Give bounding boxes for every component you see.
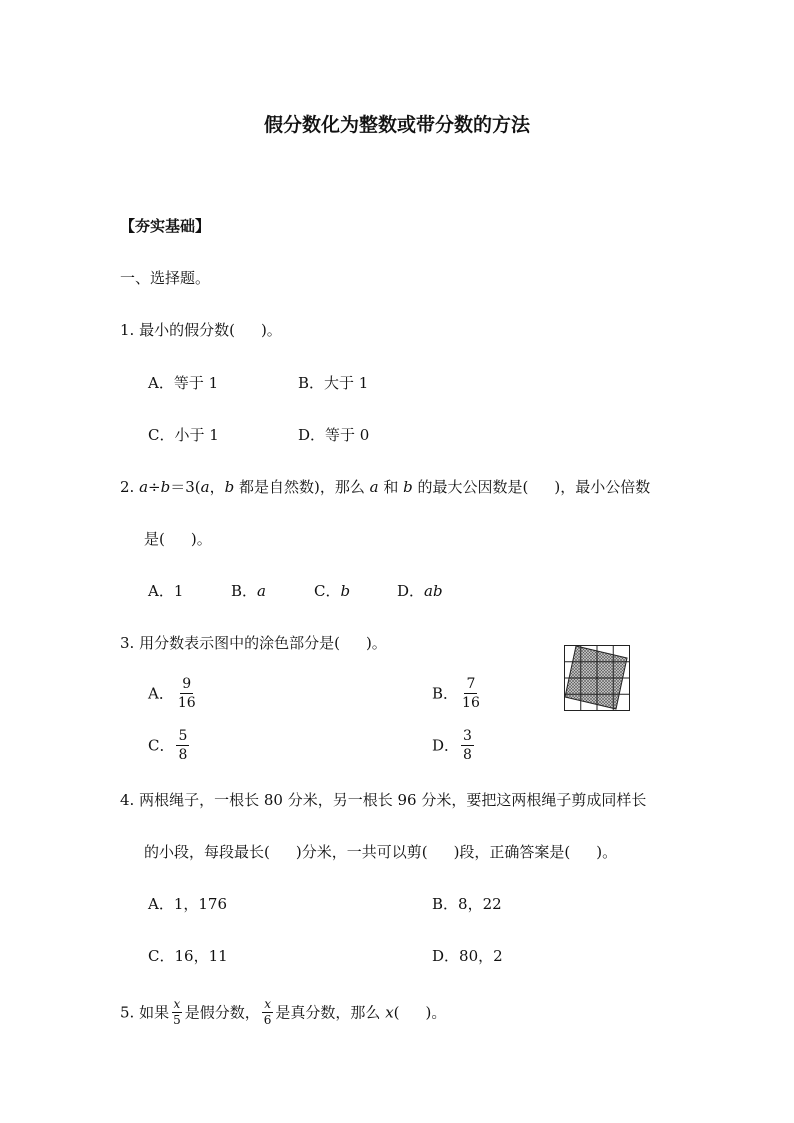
question-number: 2.: [120, 478, 135, 496]
question-4-line-2: [144, 842, 617, 862]
denominator: 16: [177, 695, 196, 711]
question-3: [120, 633, 387, 653]
question-5: [120, 998, 446, 1027]
var-b: b: [224, 478, 235, 496]
var-a: a: [200, 478, 210, 496]
var-x: x: [385, 1003, 394, 1022]
question-2: [120, 477, 650, 497]
denominator: 8: [178, 747, 188, 763]
question-text-end: )。: [190, 530, 212, 548]
fraction: [461, 728, 474, 763]
numerator: x: [264, 997, 271, 1011]
question-text: 两根绳子，一根长 80 分米，另一根长 96 分米，要把这两根绳子剪成同样长: [139, 791, 647, 809]
option-b[interactable]: [231, 581, 266, 601]
option-c[interactable]: [148, 728, 191, 763]
denominator: 5: [173, 1013, 181, 1027]
option-value: ab: [424, 582, 443, 600]
numerator: 7: [466, 676, 476, 692]
question-text: 用分数表示图中的涂色部分是(: [139, 634, 340, 652]
question-number: 5.: [120, 1003, 135, 1022]
question-number: 3.: [120, 634, 135, 652]
comma: ，: [209, 478, 225, 496]
option-a[interactable]: [148, 581, 183, 601]
fraction: [460, 676, 482, 711]
question-text-end: )。: [260, 321, 282, 339]
option-a[interactable]: A．1，176: [148, 895, 228, 913]
fraction: [262, 998, 274, 1027]
section-heading: 【夯实基础】: [120, 217, 211, 235]
question-text: 都是自然数)，那么: [234, 478, 370, 496]
divide-sign: ÷: [148, 478, 161, 496]
option-d[interactable]: [397, 581, 443, 601]
option-b[interactable]: B．8，22: [432, 895, 502, 913]
shaded-grid-figure: [564, 645, 630, 711]
question-number: 1.: [120, 321, 135, 339]
question-text: 是假分数，: [184, 1003, 260, 1022]
option-c[interactable]: [314, 581, 350, 601]
option-c[interactable]: C．16，11: [148, 947, 228, 965]
question-text: 是(: [144, 530, 165, 548]
option-a[interactable]: [148, 676, 200, 711]
question-text-end: )。: [425, 1003, 447, 1022]
option-d[interactable]: D．等于 0: [298, 426, 370, 444]
question-text: )分米，一共可以剪(: [295, 843, 428, 861]
option-b[interactable]: [432, 676, 484, 711]
fraction: [171, 998, 183, 1027]
fraction: [176, 728, 189, 763]
option-value: b: [340, 582, 351, 600]
option-letter: D．: [432, 736, 460, 755]
var-b: b: [403, 478, 413, 496]
option-letter: A．: [148, 582, 174, 600]
question-text-end: )。: [365, 634, 387, 652]
option-value: 1: [173, 582, 184, 600]
var-b: b: [160, 478, 171, 496]
denominator: 16: [462, 695, 480, 711]
equals-text: ＝3(: [170, 478, 201, 496]
question-text: (: [393, 1003, 400, 1022]
question-text: 是真分数，那么: [275, 1003, 386, 1022]
question-text-end: )。: [596, 843, 618, 861]
question-text: 如果: [139, 1003, 170, 1022]
question-text: )，最小公倍数: [554, 478, 651, 496]
page-title: 假分数化为整数或带分数的方法: [263, 114, 530, 136]
question-text: 的最大公因数是(: [412, 478, 529, 496]
fraction: [176, 676, 198, 711]
part-heading: 一、选择题。: [120, 269, 211, 287]
option-letter: D．: [397, 582, 425, 600]
question-1: [120, 320, 282, 340]
option-d[interactable]: [432, 728, 476, 763]
var-a: a: [369, 478, 379, 496]
question-text: 和: [378, 478, 404, 496]
option-value: a: [257, 582, 266, 600]
option-d[interactable]: D．80，2: [432, 947, 503, 965]
question-number: 4.: [120, 791, 135, 809]
option-letter: B．: [432, 684, 459, 703]
question-4: [120, 790, 646, 810]
option-letter: C．: [148, 736, 175, 755]
denominator: 8: [463, 747, 472, 763]
option-letter: C．: [314, 582, 341, 600]
option-a[interactable]: A．等于 1: [148, 374, 219, 392]
option-letter: A．: [148, 684, 174, 703]
question-2-line-2: [144, 529, 212, 549]
question-text: 最小的假分数(: [139, 321, 235, 339]
numerator: 9: [182, 676, 192, 692]
denominator: 6: [263, 1013, 272, 1027]
option-c[interactable]: C．小于 1: [148, 426, 219, 444]
numerator: x: [173, 997, 181, 1011]
question-text: 的小段，每段最长(: [144, 843, 270, 861]
var-a: a: [139, 478, 149, 496]
numerator: 3: [463, 728, 472, 744]
question-text: )段，正确答案是(: [453, 843, 571, 861]
numerator: 5: [178, 728, 188, 744]
option-letter: B．: [231, 582, 258, 600]
option-b[interactable]: B．大于 1: [298, 374, 369, 392]
